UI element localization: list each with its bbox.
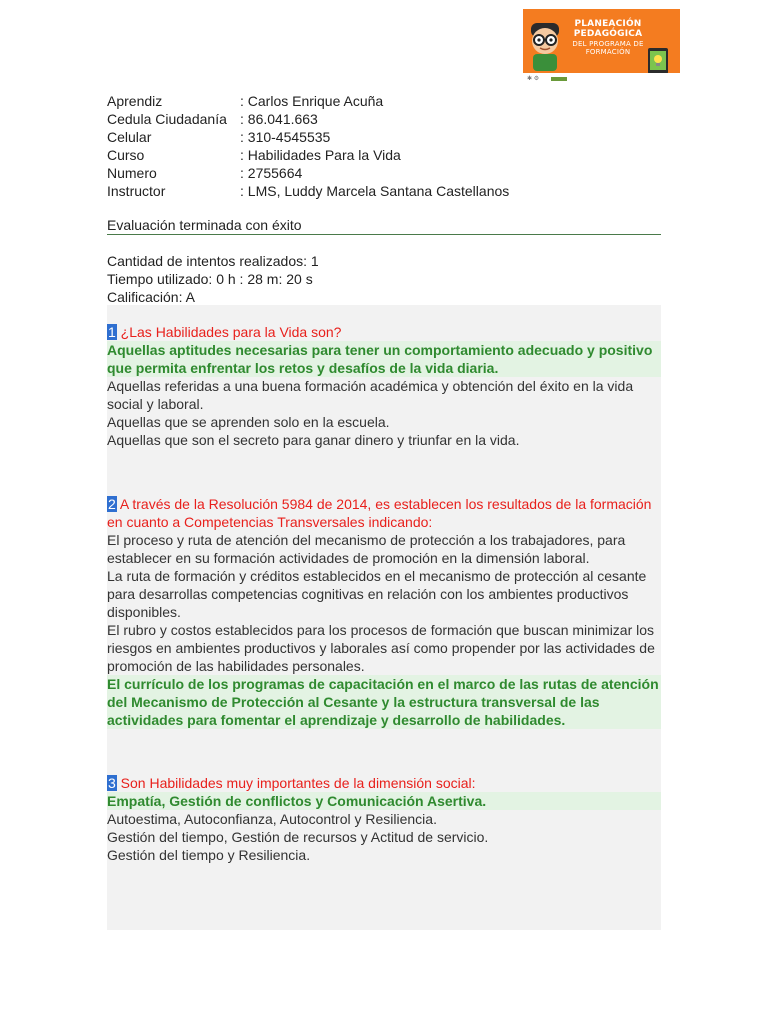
logo-footer-marks: ✱ ⚙ bbox=[527, 76, 540, 82]
logo-footer-brand-mark bbox=[551, 77, 567, 81]
student-character-icon bbox=[527, 23, 563, 71]
logo-title: PLANEACIÓN PEDAGÓGICA DEL PROGRAMA DE FORMACIÓN bbox=[572, 19, 644, 56]
answer-option: Aquellas referidas a una buena formación académica y obtención del éxito en la vida social y laboral. bbox=[107, 378, 634, 412]
info-value: : 310-4545535 bbox=[240, 129, 331, 145]
info-row-curso bbox=[107, 146, 509, 164]
time-used: Tiempo utilizado: 0 h : 28 m: 20 s bbox=[107, 271, 313, 287]
question-3-prompt bbox=[107, 774, 661, 792]
question-1-prompt bbox=[107, 323, 661, 341]
evaluation-status: Evaluación terminada con éxito bbox=[107, 216, 661, 235]
answer-option: El rubro y costos establecidos para los procesos de formación que buscan minimizar los riesgos en ambientes productivos y laborales así como propender por las actividades de promoción de las habilidades personales. bbox=[107, 622, 655, 674]
info-label: Celular bbox=[107, 129, 152, 145]
info-row-instructor bbox=[107, 182, 509, 200]
tablet-lightbulb-icon bbox=[647, 47, 669, 75]
answer-option: Gestión del tiempo, Gestión de recursos y Actitud de servicio. bbox=[107, 829, 489, 845]
evaluation-stats bbox=[107, 252, 319, 306]
info-label: Aprendiz bbox=[107, 93, 163, 109]
attempts-count: Cantidad de intentos realizados: 1 bbox=[107, 253, 319, 269]
info-row-aprendiz bbox=[107, 92, 509, 110]
question-number: 1 bbox=[108, 324, 116, 340]
correct-answer: El currículo de los programas de capacitación en el marco de las rutas de atención del Mecanismo de Protección al Cesante y la estructura transversal de las actividades para fomentar el aprendizaje y desarrollo de habilidades. bbox=[107, 675, 661, 729]
grade: Calificación: A bbox=[107, 289, 195, 305]
info-value: : 86.041.663 bbox=[240, 111, 318, 127]
info-label: Instructor bbox=[107, 183, 166, 199]
logo-footer bbox=[523, 73, 680, 85]
answer-option: Aquellas que son el secreto para ganar dinero y triunfar en la vida. bbox=[107, 432, 520, 448]
info-label: Curso bbox=[107, 147, 145, 163]
student-info bbox=[107, 92, 509, 200]
answer-option: Autoestima, Autoconfianza, Autocontrol y Resiliencia. bbox=[107, 811, 437, 827]
info-label: Numero bbox=[107, 165, 157, 181]
correct-answer: Empatía, Gestión de conflictos y Comunicación Asertiva. bbox=[107, 792, 661, 810]
info-row-cedula bbox=[107, 110, 509, 128]
logo-banner bbox=[523, 9, 680, 85]
question-number: 3 bbox=[108, 775, 116, 791]
question-number: 2 bbox=[108, 496, 116, 512]
info-value: : 2755664 bbox=[240, 165, 303, 181]
question-1-block bbox=[107, 305, 661, 485]
answer-option: Gestión del tiempo y Resiliencia. bbox=[107, 847, 311, 863]
info-value: : Habilidades Para la Vida bbox=[240, 147, 401, 163]
answer-option: El proceso y ruta de atención del mecanismo de protección a los trabajadores, para establecer en su formación actividades de promoción en la dimensión laboral. bbox=[107, 532, 626, 566]
info-label: Cedula Ciudadanía bbox=[107, 111, 227, 127]
correct-answer: Aquellas aptitudes necesarias para tener un comportamiento adecuado y positivo que permita enfrentar los retos y desafíos de la vida diaria. bbox=[107, 341, 661, 377]
question-3-block bbox=[107, 730, 661, 930]
question-2-prompt bbox=[107, 495, 661, 531]
question-text: A través de la Resolución 5984 de 2014, es establecen los resultados de la formación en cuanto a Competencias Transversales indicando: bbox=[107, 496, 652, 530]
question-2-block bbox=[107, 485, 661, 730]
answer-option: Aquellas que se aprenden solo en la escuela. bbox=[107, 414, 390, 430]
answer-option: La ruta de formación y créditos establecidos en el mecanismo de protección al cesante para desarrollas competencias cognitivas en relación con los ambientes productivos disponibles. bbox=[107, 568, 647, 620]
question-text: Son Habilidades muy importantes de la dimensión social: bbox=[116, 775, 476, 791]
info-row-numero bbox=[107, 164, 509, 182]
info-row-celular bbox=[107, 128, 509, 146]
info-value: : Carlos Enrique Acuña bbox=[240, 93, 384, 109]
question-text: ¿Las Habilidades para la Vida son? bbox=[116, 324, 342, 340]
info-value: : LMS, Luddy Marcela Santana Castellanos bbox=[240, 183, 510, 199]
